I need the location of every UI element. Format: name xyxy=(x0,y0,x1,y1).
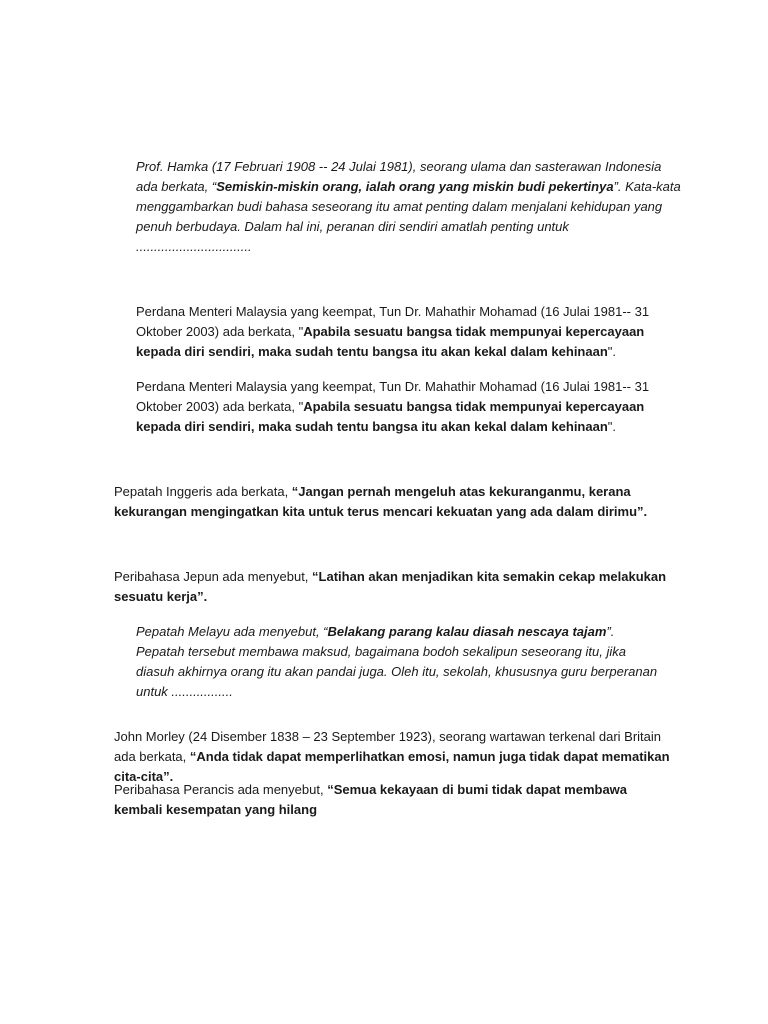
quote-text: Belakang parang kalau diasah nescaya tajam xyxy=(327,624,607,639)
quote-text: Semiskin-miskin orang, ialah orang yang miskin budi pekertinya xyxy=(216,179,614,194)
paragraph-intro: John Morley (24 Disember 1838 – 23 September 1923), seorang wartawan terkenal dari Britain ada berkata, xyxy=(114,729,662,764)
paragraph-intro: Prof. Hamka (17 Februari 1908 -- 24 Julai 1981), seorang ulama dan sasterawan Indonesia ada berkata, “ xyxy=(136,159,662,194)
quote-text: Apabila sesuatu bangsa tidak mempunyai kepercayaan kepada diri sendiri, maka sudah tentu bangsa itu akan kekal dalam kehinaan xyxy=(136,324,645,359)
quote-text: “Jangan pernah mengeluh atas kekuranganmu, kerana kekurangan mengingatkan kita untuk terus mencari kekuatan yang ada dalam dirimu”. xyxy=(114,484,648,519)
paragraph-intro: Peribahasa Jepun ada menyebut, xyxy=(114,569,313,584)
john-morley-quote-paragraph xyxy=(114,727,684,787)
paragraph-intro: Pepatah Melayu ada menyebut, “ xyxy=(136,624,328,639)
paragraph-continuation: ". xyxy=(607,419,617,434)
english-proverb-paragraph xyxy=(114,482,674,522)
french-proverb-paragraph xyxy=(114,780,674,820)
japanese-proverb-paragraph xyxy=(114,567,674,607)
hamka-quote-paragraph xyxy=(136,157,684,257)
quote-text: “Anda tidak dapat memperlihatkan emosi, namun juga tidak dapat mematikan cita-cita”. xyxy=(114,749,670,784)
malay-proverb-paragraph xyxy=(136,622,666,702)
paragraph-continuation: ”. Pepatah tersebut membawa maksud, bagaimana bodoh sekalipun seseorang itu, jika diasuh akhirnya orang itu akan pandai juga. Oleh itu, sekolah, khususnya guru berperanan untuk ................. xyxy=(136,624,658,699)
paragraph-continuation: ”. Kata-kata menggambarkan budi bahasa seseorang itu amat penting dalam menjalani kehidupan yang penuh berbudaya. Dalam hal ini, peranan diri sendiri amatlah penting untuk ................................ xyxy=(136,179,681,254)
mahathir-quote-paragraph-repeat xyxy=(136,377,666,437)
quote-text: “Semua kekayaan di bumi tidak dapat membawa kembali kesempatan yang hilang xyxy=(114,782,628,817)
paragraph-intro: Peribahasa Perancis ada menyebut, xyxy=(114,782,328,797)
paragraph-intro: Pepatah Inggeris ada berkata, xyxy=(114,484,292,499)
paragraph-continuation: ". xyxy=(607,344,617,359)
quote-text: “Latihan akan menjadikan kita semakin cekap melakukan sesuatu kerja”. xyxy=(114,569,667,604)
quote-text: Apabila sesuatu bangsa tidak mempunyai kepercayaan kepada diri sendiri, maka sudah tentu bangsa itu akan kekal dalam kehinaan xyxy=(136,399,645,434)
mahathir-quote-paragraph xyxy=(136,302,666,362)
paragraph-intro: Perdana Menteri Malaysia yang keempat, Tun Dr. Mahathir Mohamad (16 Julai 1981-- 31 Oktober 2003) ada berkata, " xyxy=(136,379,650,414)
paragraph-intro: Perdana Menteri Malaysia yang keempat, Tun Dr. Mahathir Mohamad (16 Julai 1981-- 31 Oktober 2003) ada berkata, " xyxy=(136,304,650,339)
